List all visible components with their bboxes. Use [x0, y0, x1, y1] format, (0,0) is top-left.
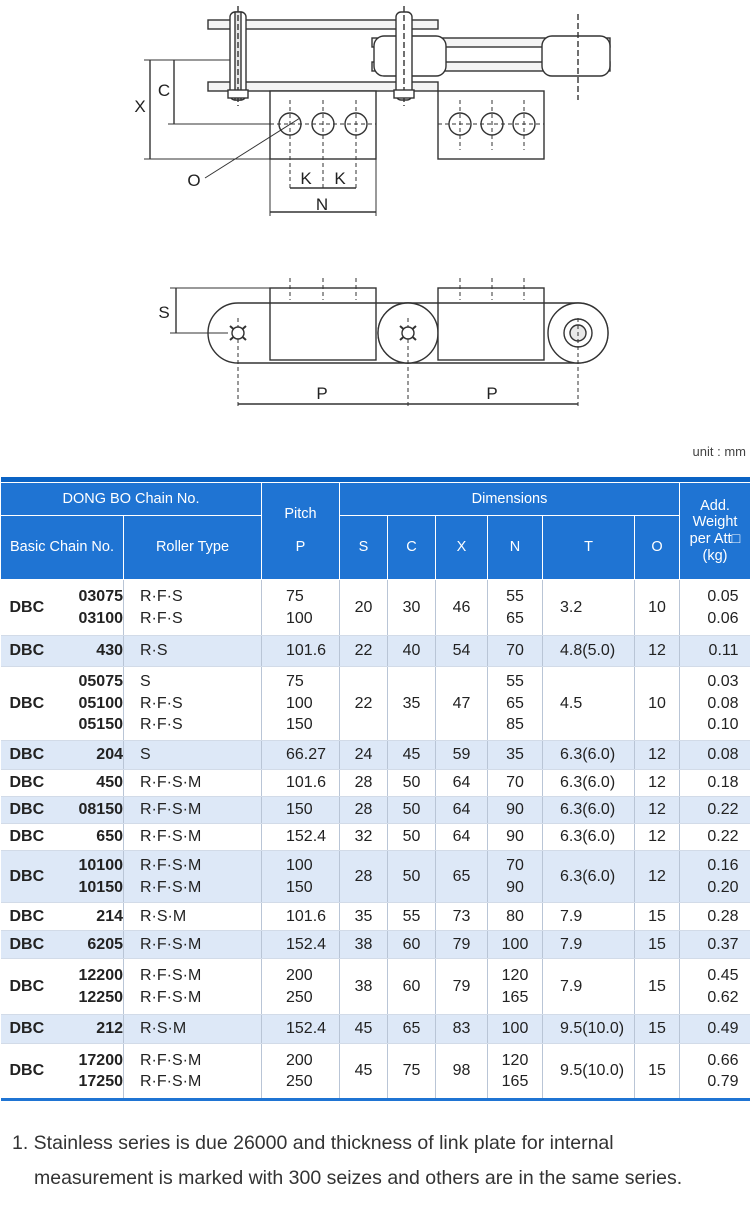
cell-c: 40 — [388, 636, 436, 667]
cell-n: 55 65 — [488, 580, 543, 636]
label-p2: P — [486, 384, 498, 403]
cell-c: 50 — [388, 797, 436, 824]
spec-table — [0, 477, 750, 1101]
cell-c: 60 — [388, 931, 436, 959]
cell-pitch: 75 100 150 — [262, 667, 340, 741]
cell-basic-chain-no: DBC 6205 — [1, 931, 124, 959]
cell-pitch: 101.6 — [262, 636, 340, 667]
cell-o: 15 — [635, 1044, 680, 1100]
header-n: N — [488, 516, 543, 580]
cell-x: 64 — [436, 824, 488, 851]
cell-c: 35 — [388, 667, 436, 741]
cell-roller-type: R·F·S R·F·S — [124, 580, 262, 636]
cell-basic-chain-no: DBC 450 — [1, 770, 124, 797]
cell-t: 7.9 — [543, 959, 635, 1015]
cell-s: 28 — [340, 770, 388, 797]
cell-weight: 0.18 — [680, 770, 750, 797]
cell-roller-type: S — [124, 741, 262, 770]
cell-weight: 0.11 — [680, 636, 750, 667]
cell-s: 35 — [340, 903, 388, 931]
cell-s: 22 — [340, 667, 388, 741]
cell-n: 55 65 85 — [488, 667, 543, 741]
cell-pitch: 152.4 — [262, 931, 340, 959]
cell-s: 38 — [340, 959, 388, 1015]
cell-weight: 0.05 0.06 — [680, 580, 750, 636]
cell-t: 4.5 — [543, 667, 635, 741]
cell-basic-chain-no: DBC 08150 — [1, 797, 124, 824]
cell-basic-chain-no: DBC 10100 10150 — [1, 851, 124, 903]
cell-n: 70 — [488, 636, 543, 667]
cell-pitch: 101.6 — [262, 770, 340, 797]
cell-roller-type: R·S·M — [124, 903, 262, 931]
table-row — [1, 1044, 750, 1100]
cell-s: 28 — [340, 851, 388, 903]
cell-s: 45 — [340, 1044, 388, 1100]
cell-t: 4.8(5.0) — [543, 636, 635, 667]
cell-s: 45 — [340, 1015, 388, 1044]
table-row — [1, 580, 750, 636]
cell-roller-type: R·S — [124, 636, 262, 667]
cell-o: 15 — [635, 903, 680, 931]
cell-weight: 0.28 — [680, 903, 750, 931]
table-row — [1, 741, 750, 770]
table-row — [1, 931, 750, 959]
cell-x: 79 — [436, 931, 488, 959]
cell-weight: 0.49 — [680, 1015, 750, 1044]
cell-s: 32 — [340, 824, 388, 851]
header-s: S — [340, 516, 388, 580]
label-n: N — [315, 195, 329, 214]
cell-t: 6.3(6.0) — [543, 851, 635, 903]
table-row — [1, 959, 750, 1015]
cell-pitch: 100 150 — [262, 851, 340, 903]
header-c: C — [388, 516, 436, 580]
cell-o: 10 — [635, 667, 680, 741]
cell-n: 100 — [488, 931, 543, 959]
cell-o: 12 — [635, 770, 680, 797]
cell-roller-type: R·F·S·M — [124, 931, 262, 959]
header-chain-no: DONG BO Chain No. — [1, 483, 262, 516]
cell-o: 10 — [635, 580, 680, 636]
cell-t: 6.3(6.0) — [543, 741, 635, 770]
cell-x: 65 — [436, 851, 488, 903]
cell-o: 12 — [635, 797, 680, 824]
cell-s: 20 — [340, 580, 388, 636]
table-row — [1, 770, 750, 797]
cell-n: 70 — [488, 770, 543, 797]
cell-weight: 0.22 — [680, 797, 750, 824]
header-o: O — [635, 516, 680, 580]
cell-basic-chain-no: DBC 214 — [1, 903, 124, 931]
cell-n: 90 — [488, 797, 543, 824]
header-basic-chain-no: Basic Chain No. — [1, 516, 124, 580]
cell-o: 15 — [635, 959, 680, 1015]
cell-n: 120 165 — [488, 1044, 543, 1100]
table-row — [1, 824, 750, 851]
cell-c: 45 — [388, 741, 436, 770]
cell-t: 3.2 — [543, 580, 635, 636]
cell-x: 73 — [436, 903, 488, 931]
cell-s: 38 — [340, 931, 388, 959]
cell-x: 64 — [436, 770, 488, 797]
cell-basic-chain-no: DBC 212 — [1, 1015, 124, 1044]
cell-t: 9.5(10.0) — [543, 1044, 635, 1100]
footnote-line-2: measurement is marked with 300 seizes and others are in the same series. — [34, 1167, 683, 1189]
cell-roller-type: R·F·S·M R·F·S·M — [124, 959, 262, 1015]
cell-roller-type: S R·F·S R·F·S — [124, 667, 262, 741]
cell-x: 47 — [436, 667, 488, 741]
table-row — [1, 903, 750, 931]
header-roller-type: Roller Type — [124, 516, 262, 580]
label-k1: K — [300, 169, 312, 188]
cell-x: 64 — [436, 797, 488, 824]
cell-weight: 0.66 0.79 — [680, 1044, 750, 1100]
cell-basic-chain-no: DBC 204 — [1, 741, 124, 770]
chain-technical-drawing — [0, 0, 750, 440]
cell-roller-type: R·S·M — [124, 1015, 262, 1044]
cell-pitch: 152.4 — [262, 824, 340, 851]
label-p1: P — [316, 384, 328, 403]
cell-o: 15 — [635, 931, 680, 959]
cell-o: 15 — [635, 1015, 680, 1044]
cell-n: 80 — [488, 903, 543, 931]
cell-weight: 0.22 — [680, 824, 750, 851]
cell-basic-chain-no: DBC 650 — [1, 824, 124, 851]
cell-x: 54 — [436, 636, 488, 667]
cell-basic-chain-no: DBC 05075 05100 05150 — [1, 667, 124, 741]
cell-pitch: 101.6 — [262, 903, 340, 931]
cell-c: 60 — [388, 959, 436, 1015]
cell-c: 65 — [388, 1015, 436, 1044]
cell-pitch: 200 250 — [262, 1044, 340, 1100]
cell-c: 50 — [388, 851, 436, 903]
cell-pitch: 66.27 — [262, 741, 340, 770]
table-row — [1, 797, 750, 824]
cell-t: 6.3(6.0) — [543, 824, 635, 851]
header-pitch: Pitch P — [262, 483, 340, 580]
label-x: X — [134, 97, 146, 116]
cell-t: 6.3(6.0) — [543, 770, 635, 797]
cell-basic-chain-no: DBC 17200 17250 — [1, 1044, 124, 1100]
cell-t: 9.5(10.0) — [543, 1015, 635, 1044]
cell-t: 6.3(6.0) — [543, 797, 635, 824]
table-row — [1, 636, 750, 667]
table-body — [1, 580, 750, 1100]
cell-c: 75 — [388, 1044, 436, 1100]
unit-label: unit : mm — [692, 444, 746, 459]
cell-x: 79 — [436, 959, 488, 1015]
cell-t: 7.9 — [543, 903, 635, 931]
header-dimensions: Dimensions — [340, 483, 680, 516]
cell-x: 46 — [436, 580, 488, 636]
footnote — [12, 1126, 742, 1196]
cell-pitch: 150 — [262, 797, 340, 824]
cell-n: 120 165 — [488, 959, 543, 1015]
cell-roller-type: R·F·S·M — [124, 770, 262, 797]
cell-roller-type: R·F·S·M — [124, 824, 262, 851]
table-row — [1, 667, 750, 741]
header-weight: Add. Weight per Att□ (kg) — [680, 483, 750, 580]
cell-n: 100 — [488, 1015, 543, 1044]
cell-pitch: 75 100 — [262, 580, 340, 636]
cell-n: 90 — [488, 824, 543, 851]
cell-roller-type: R·F·S·M R·F·S·M — [124, 1044, 262, 1100]
cell-weight: 0.45 0.62 — [680, 959, 750, 1015]
cell-o: 12 — [635, 851, 680, 903]
cell-basic-chain-no: DBC 12200 12250 — [1, 959, 124, 1015]
cell-o: 12 — [635, 636, 680, 667]
label-o: O — [187, 171, 201, 190]
cell-o: 12 — [635, 741, 680, 770]
cell-s: 24 — [340, 741, 388, 770]
footnote-line-1: 1. Stainless series is due 26000 and thickness of link plate for internal — [12, 1132, 614, 1154]
cell-weight: 0.03 0.08 0.10 — [680, 667, 750, 741]
cell-pitch: 200 250 — [262, 959, 340, 1015]
cell-roller-type: R·F·S·M — [124, 797, 262, 824]
label-k2: K — [334, 169, 346, 188]
label-c: C — [157, 81, 171, 100]
cell-o: 12 — [635, 824, 680, 851]
cell-n: 70 90 — [488, 851, 543, 903]
cell-x: 59 — [436, 741, 488, 770]
cell-t: 7.9 — [543, 931, 635, 959]
cell-weight: 0.37 — [680, 931, 750, 959]
cell-c: 50 — [388, 770, 436, 797]
cell-c: 55 — [388, 903, 436, 931]
cell-x: 98 — [436, 1044, 488, 1100]
table-row — [1, 1015, 750, 1044]
cell-s: 22 — [340, 636, 388, 667]
cell-basic-chain-no: DBC 03075 03100 — [1, 580, 124, 636]
cell-x: 83 — [436, 1015, 488, 1044]
cell-weight: 0.08 — [680, 741, 750, 770]
cell-c: 30 — [388, 580, 436, 636]
header-x: X — [436, 516, 488, 580]
cell-pitch: 152.4 — [262, 1015, 340, 1044]
header-t: T — [543, 516, 635, 580]
cell-s: 28 — [340, 797, 388, 824]
cell-roller-type: R·F·S·M R·F·S·M — [124, 851, 262, 903]
label-s: S — [158, 303, 170, 322]
cell-n: 35 — [488, 741, 543, 770]
cell-basic-chain-no: DBC 430 — [1, 636, 124, 667]
cell-weight: 0.16 0.20 — [680, 851, 750, 903]
table-row — [1, 851, 750, 903]
cell-c: 50 — [388, 824, 436, 851]
